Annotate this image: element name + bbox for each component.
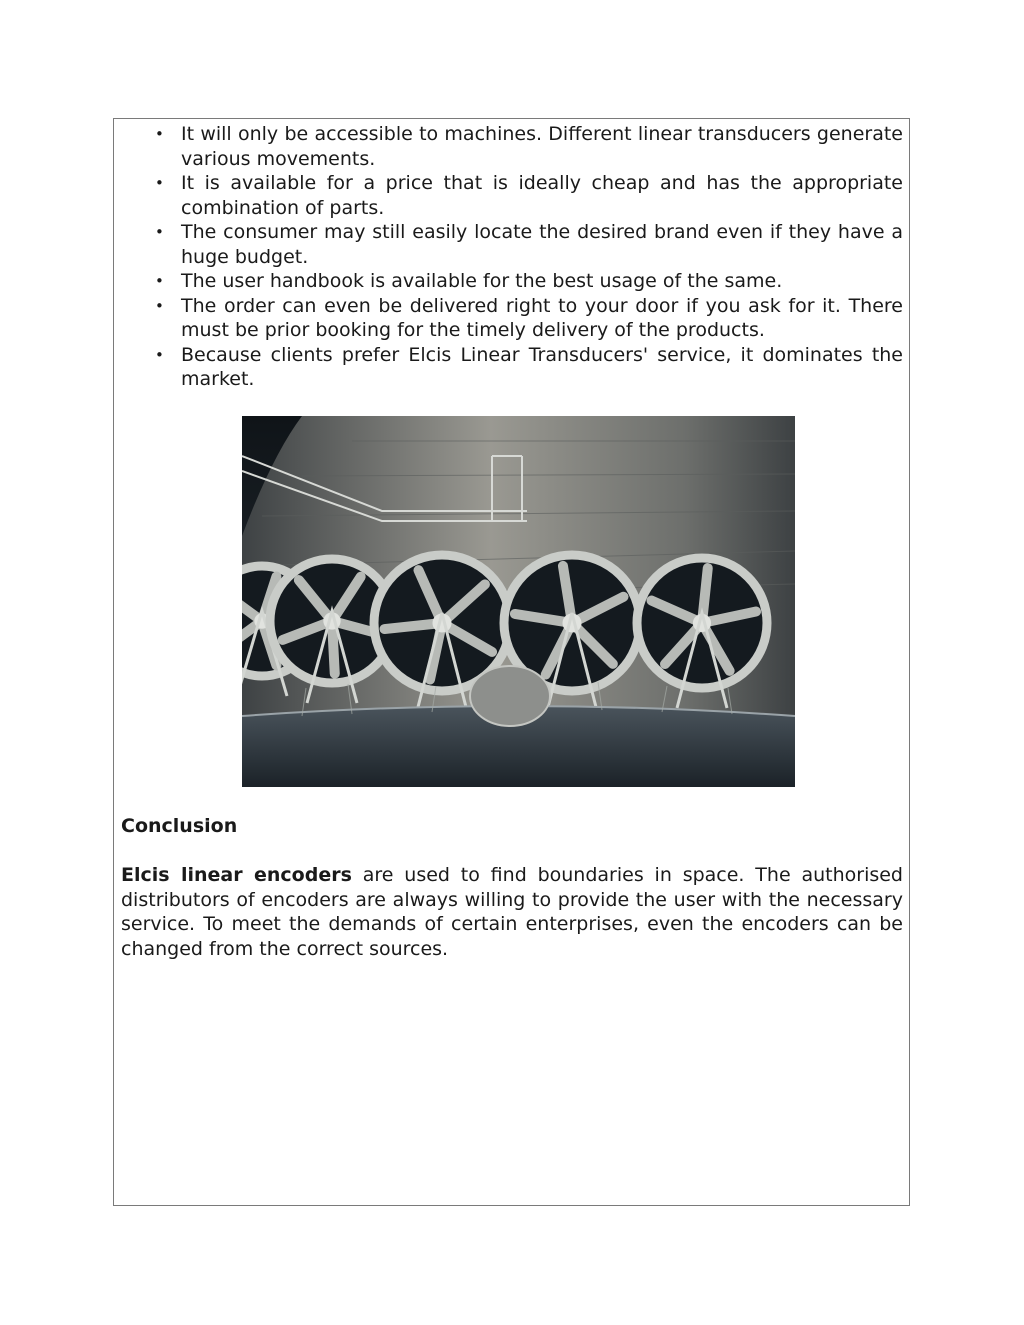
cooling-tower-fans-image xyxy=(242,416,795,787)
conclusion-paragraph xyxy=(121,863,903,961)
list-item: • It is available for a price that is ideally cheap and has the appropriate combination of parts. xyxy=(181,171,903,220)
list-item: • Because clients prefer Elcis Linear Transducers' service, it dominates the market. xyxy=(181,343,903,392)
page-frame xyxy=(113,118,910,1206)
conclusion-lead: Elcis linear encoders xyxy=(121,864,352,886)
list-item: • It will only be accessible to machines. Different linear transducers generate various movements. xyxy=(181,122,903,171)
conclusion-heading: Conclusion xyxy=(121,815,238,837)
bullet-list xyxy=(121,122,903,392)
list-item: • The user handbook is available for the best usage of the same. xyxy=(181,269,903,294)
conclusion-body: are used to find boundaries in space. The authorised distributors of encoders are always willing to provide the user with the necessary service. To meet the demands of certain enterprises, even the encoders can be changed from the correct sources. xyxy=(121,864,903,960)
content xyxy=(121,122,903,960)
photo-illustration xyxy=(242,416,795,787)
list-item: • The consumer may still easily locate the desired brand even if they have a huge budget. xyxy=(181,220,903,269)
list-item: • The order can even be delivered right to your door if you ask for it. There must be prior booking for the timely delivery of the products. xyxy=(181,294,903,343)
